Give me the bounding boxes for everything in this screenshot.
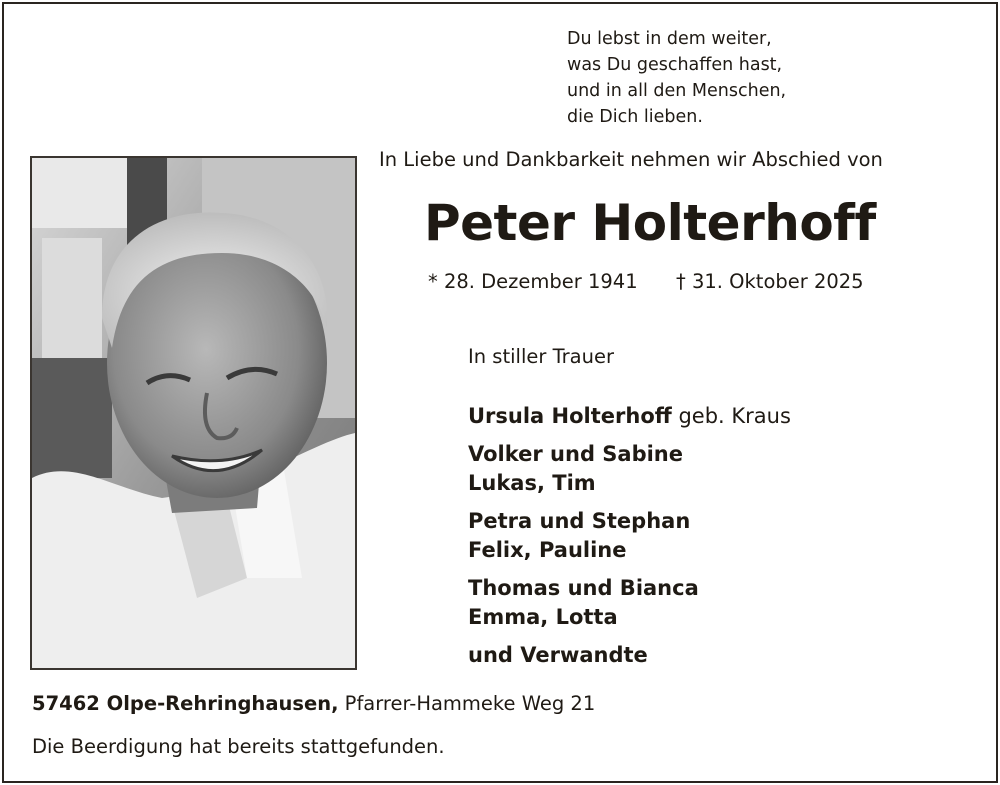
address <box>32 692 595 715</box>
quote-line: die Dich lieben. <box>567 107 703 127</box>
portrait-illustration <box>32 158 355 668</box>
birth-date: * 28. Dezember 1941 <box>428 270 638 293</box>
quote-line: Du lebst in dem weiter, <box>567 29 772 49</box>
mourner-group <box>468 574 791 633</box>
mourning-label: In stiller Trauer <box>468 345 614 368</box>
memorial-quote <box>567 26 786 130</box>
mourner-line: Lukas, Tim <box>468 471 596 495</box>
mourner-group <box>468 440 791 499</box>
spouse-maiden-name: geb. Kraus <box>671 404 791 428</box>
address-street: Pfarrer-Hammeke Weg 21 <box>338 692 596 715</box>
deceased-name: Peter Holterhoff <box>424 194 876 252</box>
address-place: 57462 Olpe-Rehringhausen, <box>32 692 339 715</box>
mourner-line: Felix, Pauline <box>468 538 627 562</box>
mourners-list <box>468 402 791 678</box>
mourner-group <box>468 507 791 566</box>
portrait-photo <box>30 156 357 670</box>
mourner-line: Petra und Stephan <box>468 508 691 533</box>
mourner-line: Volker und Sabine <box>468 441 684 466</box>
death-date: † 31. Oktober 2025 <box>676 270 864 293</box>
quote-line: und in all den Menschen, <box>567 81 787 101</box>
mourner-relatives: und Verwandte <box>468 642 648 667</box>
quote-line: was Du geschaffen hast, <box>567 55 783 75</box>
mourner-line: Emma, Lotta <box>468 605 618 629</box>
mourner-spouse <box>468 402 791 432</box>
mourner-line: Thomas und Bianca <box>468 575 699 600</box>
funeral-note: Die Beerdigung hat bereits stattgefunden. <box>32 735 445 758</box>
farewell-intro: In Liebe und Dankbarkeit nehmen wir Abschied von <box>379 148 883 171</box>
obituary-notice <box>2 2 998 783</box>
spouse-name: Ursula Holterhoff <box>468 404 672 428</box>
